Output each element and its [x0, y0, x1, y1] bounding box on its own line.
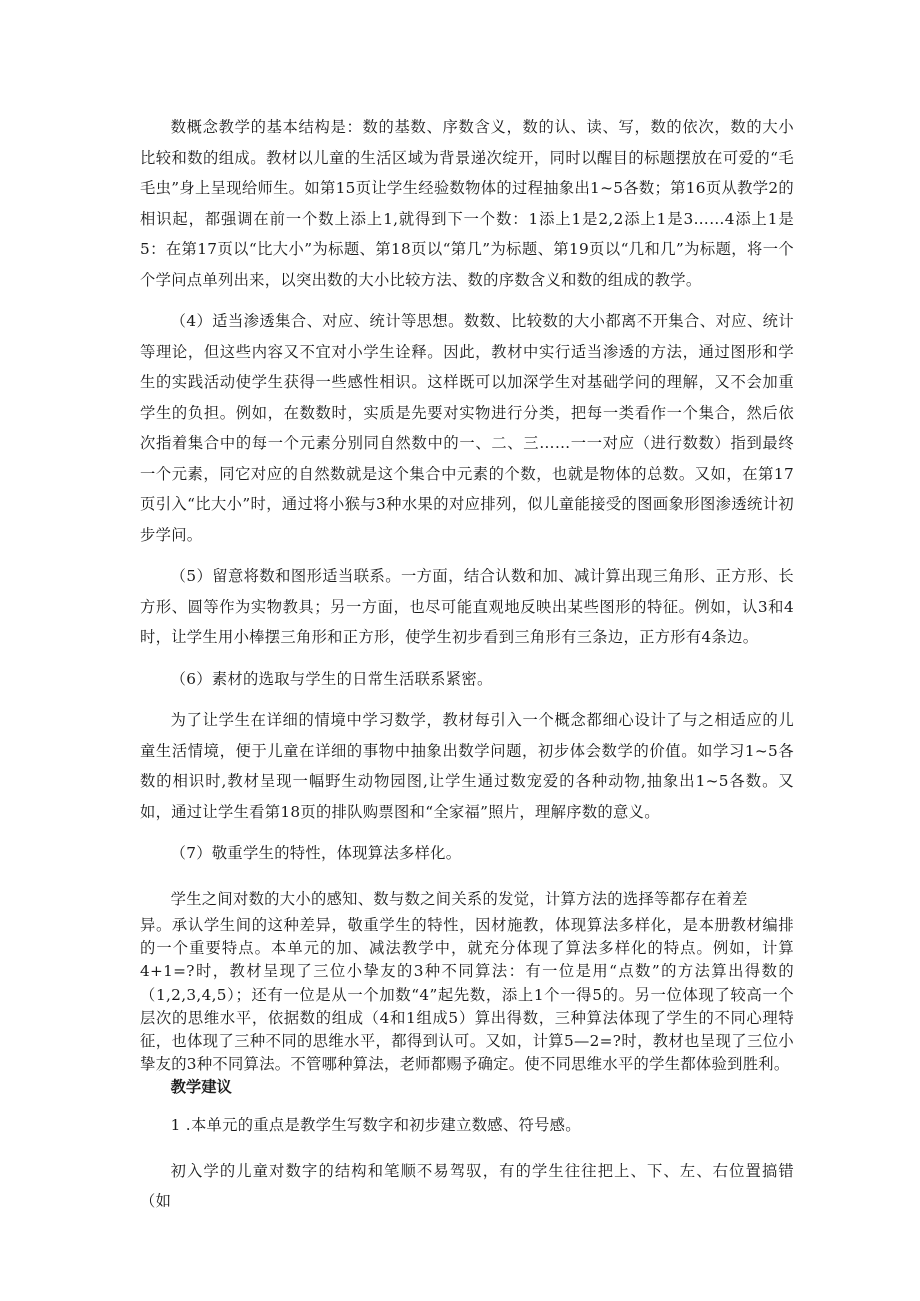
- paragraph-student-differences-intro: 学生之间对数的大小的感知、数与数之间关系的发觉，计算方法的选择等都存在着差: [170, 889, 748, 908]
- suggestion-paragraph-writing-digits: 初入学的儿童对数字的结构和笔顺不易驾驭，有的学生往往把上、下、左、右位置搞错（如: [140, 1161, 794, 1211]
- paragraph-point-6-heading: （6）素材的选取与学生的日常生活联系紧密。: [170, 669, 493, 688]
- paragraph-algorithm-diversity: 异。承认学生间的这种差异，敬重学生的特性，因材施教，体现算法多样化，是本册教材编排的一个重要特点。本单元的加、减法教学中，就充分体现了算法多样化的特点。例如，计算4+1=?时，教材呈现了三位小挚友的3种不同算法：有一位是用“点数”的方法算出得数的（1,2,3,4,5）；还有一位是从一个加数“4”起先数，添上1个一得5的。另一位体现了较高一个层次的思维水平，依据数的组成（4和1组成5）算出得数，三种算法体现了学生的不同心理特征，也体现了三种不同的思维水平，都得到认可。又如，计算5—2=?时，教材也呈现了三位小挚友的3种不同算法。不管哪种算法，老师都赐予确定。使不同思维水平的学生都体验到胜利。: [140, 916, 794, 1074]
- paragraph-point-4-set-theory: （4）适当渗透集合、对应、统计等思想。数数、比较数的大小都离不开集合、对应、统计等理论，但这些内容又不宜对小学生诠释。因此，教材中实行适当渗透的方法，通过图形和学生的实践活动使学生获得一些感性相识。这样既可以加深学生对基础学问的理解，又不会加重学生的负担。例如，在数数时，实质是先要对实物进行分类，把每一类看作一个集合，然后依次指着集合中的每一个元素分别同自然数中的一、二、三……一一对应（进行数数）指到最终一个元素，同它对应的自然数就是这个集合中元素的个数，也就是物体的总数。又如，在第17页引入“比大小”时，通过将小猴与3种水果的对应排列，似儿童能接受的图画象形图渗透统计初步学问。: [140, 312, 794, 544]
- paragraph-life-context: 为了让学生在详细的情境中学习数学，教材每引入一个概念都细心设计了与之相适应的儿童生活情境，便于儿童在详细的事物中抽象出数学问题，初步体会数学的价值。如学习1~5各数的相识时,教材呈现一幅野生动物园图,让学生通过数宠爱的各种动物,抽象出1~5各数。又如，通过让学生看第18页的排队购票图和“全家福”照片，理解序数的意义。: [140, 711, 794, 821]
- paragraph-point-7-heading: （7）敬重学生的特性，体现算法多样化。: [170, 844, 462, 862]
- suggestion-item-1: 1 .本单元的重点是教学生写数字和初步建立数感、符号感。: [170, 1116, 581, 1135]
- section-heading-teaching-suggestions: 教学建议: [170, 1078, 232, 1097]
- document-body: [140, 112, 794, 1217]
- paragraph-point-5-shapes: （5）留意将数和图形适当联系。一方面，结合认数和加、减计算出现三角形、正方形、长方形、圆等作为实物教具；另一方面，也尽可能直观地反映出某些图形的特征。例如，认3和4时，让学生用小棒摆三角形和正方形，使学生初步看到三角形有三条边，正方形有4条边。: [140, 567, 794, 646]
- paragraph-number-concept-structure: 数概念教学的基本结构是：数的基数、序数含义，数的认、读、写，数的依次，数的大小比较和数的组成。教材以儿童的生活区域为背景递次绽开，同时以醒目的标题摆放在可爱的“毛毛虫”身上呈现给师生。如第15页让学生经验数物体的过程抽象出1~5各数；第16页从教学2的相识起，都强调在前一个数上添上1,就得到下一个数：1添上1是2,2添上1是3……4添上1是5：在第17页以“比大小”为标题、第18页以“第几”为标题、第19页以“几和几”为标题，将一个个学问点单列出来，以突出数的大小比较方法、数的序数含义和数的组成的教学。: [140, 118, 794, 289]
